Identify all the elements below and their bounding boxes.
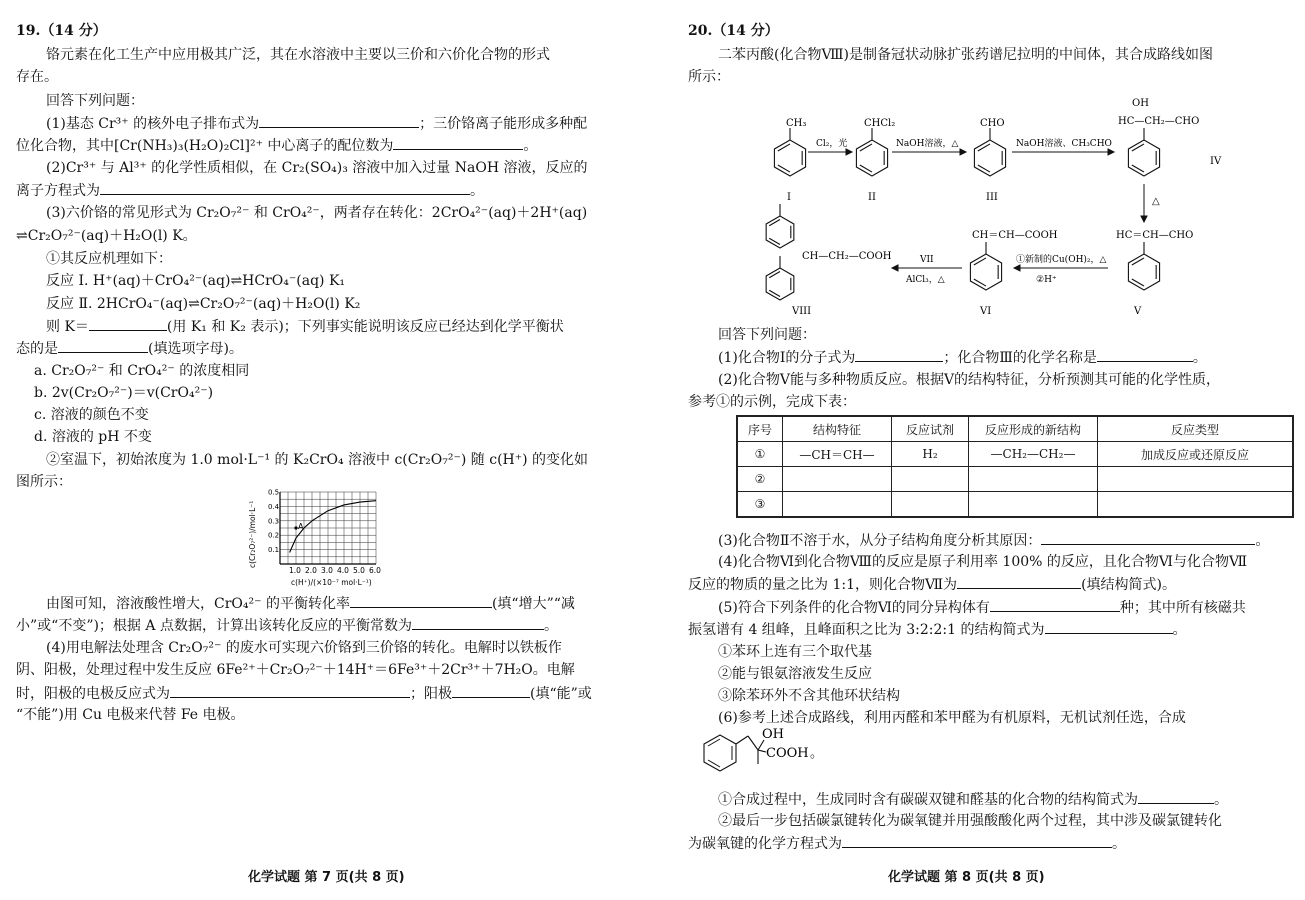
q20-part4: (4)化合物Ⅵ到化合物Ⅷ的反应是原子利用率 100% 的反应，且化合物Ⅵ与化合物Ⅶ [718,554,1248,570]
answer-blank[interactable] [100,181,470,195]
answer-blank[interactable] [842,834,1112,848]
double-bond [1132,279,1144,286]
answer-blank[interactable] [1138,790,1214,804]
q20-part6-2: ②最后一步包括碳氯键转化为碳氧键并用强酸酸化两个过程，其中涉及碳氯键转化 [718,813,1222,829]
q19-part2-cont: 离子方程式为 。 [16,183,484,199]
q20-part5: (5)符合下列条件的化合物Ⅵ的同分异构体有 种；其中所有核磁共 [718,600,1246,616]
x-tick-label: 6.0 [369,566,381,575]
option-a: a. Cr₂O₇²⁻ 和 CrO₄²⁻ 的浓度相同 [34,363,250,379]
table-header: 反应形成的新结构 [969,416,1098,442]
substituent-cho: CHO [980,118,1005,129]
hydroxyl-label: OH [1132,98,1149,109]
benzene-ring [766,268,794,300]
answer-blank[interactable] [1045,620,1173,634]
table-header: 反应试剂 [892,416,969,442]
condition-1: ①苯环上连有三个取代基 [718,644,872,660]
answer-blank[interactable] [412,616,544,630]
table-cell[interactable] [783,492,892,518]
double-bond [778,144,790,151]
chain-label: CH＝CH—COOH [972,230,1058,241]
table-cell[interactable] [892,467,969,492]
answer-blank[interactable] [957,575,1081,589]
compound-label: II [868,192,876,203]
double-bond [1132,165,1144,172]
page-footer: 化学试题 第 8 页(共 8 页) [888,870,1045,885]
double-bond [978,165,990,172]
k-expression: 则 K＝ (用 K₁ 和 K₂ 表示)；下列事实能说明该反应已经达到化学平衡状 [46,319,564,335]
y-tick-label: 0.2 [268,531,280,540]
chart-series [290,501,376,553]
reagent-label: VII [920,255,934,265]
concentration-chart [244,484,394,588]
chain-label: HC＝CH—CHO [1116,230,1194,241]
compound-label: VI [980,306,992,317]
chain-label: CH—CH₂—COOH [802,251,892,262]
table-cell: —CH＝CH— [783,442,892,467]
mechanism-label: ①其反应机理如下： [46,251,172,267]
compound-label: V [1134,306,1142,317]
benzene-ring [970,254,1001,290]
table-cell: ③ [737,492,783,518]
chart-x-label: c(H⁺)/(×10⁻⁷ mol·L⁻¹) [291,578,372,587]
double-bond [1132,258,1144,265]
y-tick-label: 0.4 [268,502,280,511]
double-bond [778,165,790,172]
annotation-label: A [298,522,304,531]
q19-part3-graph-intro: ②室温下，初始浓度为 1.0 mol·L⁻¹ 的 K₂CrO₄ 溶液中 c(Cr₂O₇²⁻) 随 c(H⁺) 的变化如 [46,452,589,468]
q19-part3: (3)六价铬的常见形式为 Cr₂O₇²⁻ 和 CrO₄²⁻，两者存在转化：2CrO₄²⁻(aq)＋2H⁺(aq) [46,205,588,221]
benzene-ring [974,140,1005,176]
q19-part3-conversion: 由图可知，溶液酸性增大，CrO₄²⁻ 的平衡转化率 (填“增大”“减 [46,596,575,612]
answer-blank[interactable] [452,684,530,698]
chart-y-label: c(Cr₂O₇²⁻)/mol·L⁻¹ [248,500,257,568]
left-page [0,0,640,900]
table-header: 结构特征 [783,416,892,442]
double-bond [769,238,780,244]
table-header-row [737,416,1293,442]
compound-label: III [986,192,998,203]
double-bond [974,258,986,265]
q20-part4-cont: 反应的物质的量之比为 1:1，则化合物Ⅶ为 (填结构简式)。 [688,577,1176,593]
q19-part4-end: “不能”)用 Cu 电极来代替 Fe 电极。 [16,707,245,723]
chart-grid [280,492,376,564]
synthesis-scheme [750,92,1270,322]
q19-intro: 铬元素在化工生产中应用极其广泛，其在水溶液中主要以三价和六价化合物的形式 [46,47,550,63]
y-tick-label: 0.3 [268,517,280,526]
benzene-ring [774,140,805,176]
table-cell[interactable] [969,467,1098,492]
option-c: c. 溶液的颜色不变 [34,407,149,423]
x-tick-label: 1.0 [289,566,301,575]
carboxyl-label: COOH [766,746,809,761]
answer-blank[interactable] [393,136,523,150]
double-bond [769,272,780,278]
table-header: 序号 [737,416,783,442]
double-bond [769,220,780,226]
answer-blank[interactable] [1041,531,1255,545]
table-cell: 加成反应或还原反应 [1098,442,1294,467]
q20-intro-cont: 所示： [688,69,730,85]
table-cell[interactable] [1098,492,1294,518]
answer-prompt: 回答下列问题： [718,327,816,343]
benzene-ring [856,140,887,176]
reagent-label: AlCl₃，△ [906,275,945,285]
table-row [737,467,1293,492]
q20-header: 20.（14 分） [688,23,779,39]
q20-intro: 二苯丙酸(化合物Ⅷ)是制备冠状动脉扩张药谱尼拉明的中间体，其合成路线如图 [718,47,1213,63]
table-cell[interactable] [969,492,1098,518]
table-cell: H₂ [892,442,969,467]
table-cell: ② [737,467,783,492]
option-b: b. 2v(Cr₂O₇²⁻)＝v(CrO₄²⁻) [34,385,214,401]
reaction-table [736,415,1294,518]
table-cell[interactable] [1098,467,1294,492]
answer-prompt: 回答下列问题： [46,93,144,109]
answer-blank[interactable] [855,348,943,362]
q20-part1: (1)化合物Ⅰ的分子式为 ；化合物Ⅲ的化学名称是 。 [718,350,1207,366]
q19-part3-graph-intro-cont: 图所示： [16,474,72,490]
chain-label: HC—CH₂—CHO [1118,116,1200,127]
q20-part2-cont: 参考①的示例，完成下表： [688,394,856,410]
benzene-ring [766,216,794,248]
double-bond [860,144,872,151]
answer-blank[interactable] [259,114,419,128]
answer-blank[interactable] [1097,348,1193,362]
reagent-label: Cl₂，光 [816,139,848,149]
table-cell: ① [737,442,783,467]
benzene-ring [1128,140,1159,176]
double-bond [978,144,990,151]
substituent-ch3: CH₃ [786,118,807,129]
q19-part1-cont: 位化合物，其中[Cr(NH₃)₃(H₂O)₂Cl]²⁺ 中心离子的配位数为 。 [16,138,538,154]
x-tick-label: 3.0 [321,566,333,575]
reaction-2: 反应 Ⅱ. 2HCrO₄⁻(aq)⇌Cr₂O₇²⁻(aq)＋H₂O(l) K₂ [46,296,361,312]
benzene-ring [1128,254,1159,290]
q19-part4-cont: 阴、阳极，处理过程中发生反应 6Fe²⁺＋Cr₂O₇²⁻＋14H⁺＝6Fe³⁺＋2Cr³⁺＋7H₂O。电解 [16,662,575,678]
reaction-1: 反应 Ⅰ. H⁺(aq)＋CrO₄²⁻(aq)⇌HCrO₄⁻(aq) K₁ [46,273,346,289]
compound-label: I [787,192,791,203]
x-tick-label: 2.0 [305,566,317,575]
q20-part2: (2)化合物Ⅴ能与多种物质反应。根据Ⅴ的结构特征，分析预测其可能的化学性质， [718,372,1221,388]
q19-part3-constant: 小”或“不变”)；根据 A 点数据，计算出该转化反应的平衡常数为 。 [16,618,558,634]
reagent-label: NaOH溶液、CH₃CHO [1016,139,1112,149]
compound-label: IV [1210,156,1222,167]
page-footer: 化学试题 第 7 页(共 8 页) [248,870,405,885]
answer-blank[interactable] [58,339,148,353]
answer-blank[interactable] [350,594,492,608]
q19-part1: (1)基态 Cr³⁺ 的核外电子排布式为 ；三价铬离子能形成多种配 [46,116,588,132]
q19-header: 19.（14 分） [16,23,107,39]
double-bond [769,290,780,296]
x-tick-label: 5.0 [353,566,365,575]
condition-3: ③除苯环外不含其他环状结构 [718,688,900,704]
table-row [737,442,1293,467]
answer-blank[interactable] [990,598,1120,612]
answer-blank[interactable] [89,317,167,331]
x-tick-label: 4.0 [337,566,349,575]
reagent-label: △ [1152,196,1160,207]
double-bond [1132,144,1144,151]
y-tick-label: 0.1 [268,546,280,555]
q20-part3: (3)化合物Ⅱ不溶于水，从分子结构角度分析其原因： 。 [718,533,1270,549]
q20-part6: (6)参考上述合成路线，利用丙醛和苯甲醛为有机原料，无机试剂任选，合成 [718,710,1186,726]
y-tick-label: 0.5 [268,488,280,497]
right-page [660,0,1305,900]
q20-part6-1: ①合成过程中，生成同时含有碳碳双键和醛基的化合物的结构简式为 。 [718,792,1228,808]
table-cell[interactable] [892,492,969,518]
option-d: d. 溶液的 pH 不变 [34,429,152,445]
q19-part3-eq: ⇌Cr₂O₇²⁻(aq)＋H₂O(l) K。 [16,228,197,244]
answer-blank[interactable] [170,684,410,698]
double-bond [974,279,986,286]
q19-part2: (2)Cr³⁺ 与 Al³⁺ 的化学性质相似，在 Cr₂(SO₄)₃ 溶液中加入过量 NaOH 溶液，反应的 [46,160,588,176]
equilibrium-question: 态的是 (填选项字母)。 [16,341,243,357]
q19-intro-cont: 存在。 [16,69,58,85]
q19-part4-anode: 时，阳极的电极反应式为 ；阳极 (填“能”或 [16,686,592,702]
target-molecule [686,724,826,788]
q20-part6-2-cont: 为碳氧键的化学方程式为 。 [688,836,1126,852]
compound-label: VIII [792,306,812,317]
q19-part4: (4)用电解法处理含 Cr₂O₇²⁻ 的废水可实现六价铬到三价铬的转化。电解时以铁板作 [46,640,562,656]
condition-2: ②能与银氨溶液发生反应 [718,666,872,682]
reagent-label: ②H⁺ [1036,275,1057,285]
double-bond [860,165,872,172]
reagent-label: NaOH溶液，△ [896,139,959,149]
period: 。 [810,746,824,761]
q20-part5-cont: 振氢谱有 4 组峰，且峰面积之比为 3:2:2:1 的结构简式为 。 [688,622,1187,638]
table-header: 反应类型 [1098,416,1294,442]
reagent-label: ①新制的Cu(OH)₂，△ [1016,255,1107,265]
table-cell[interactable] [783,467,892,492]
substituent-chcl2: CHCl₂ [864,118,896,129]
table-row [737,492,1293,518]
hydroxyl-label: OH [762,727,784,742]
table-cell: —CH₂—CH₂— [969,442,1098,467]
